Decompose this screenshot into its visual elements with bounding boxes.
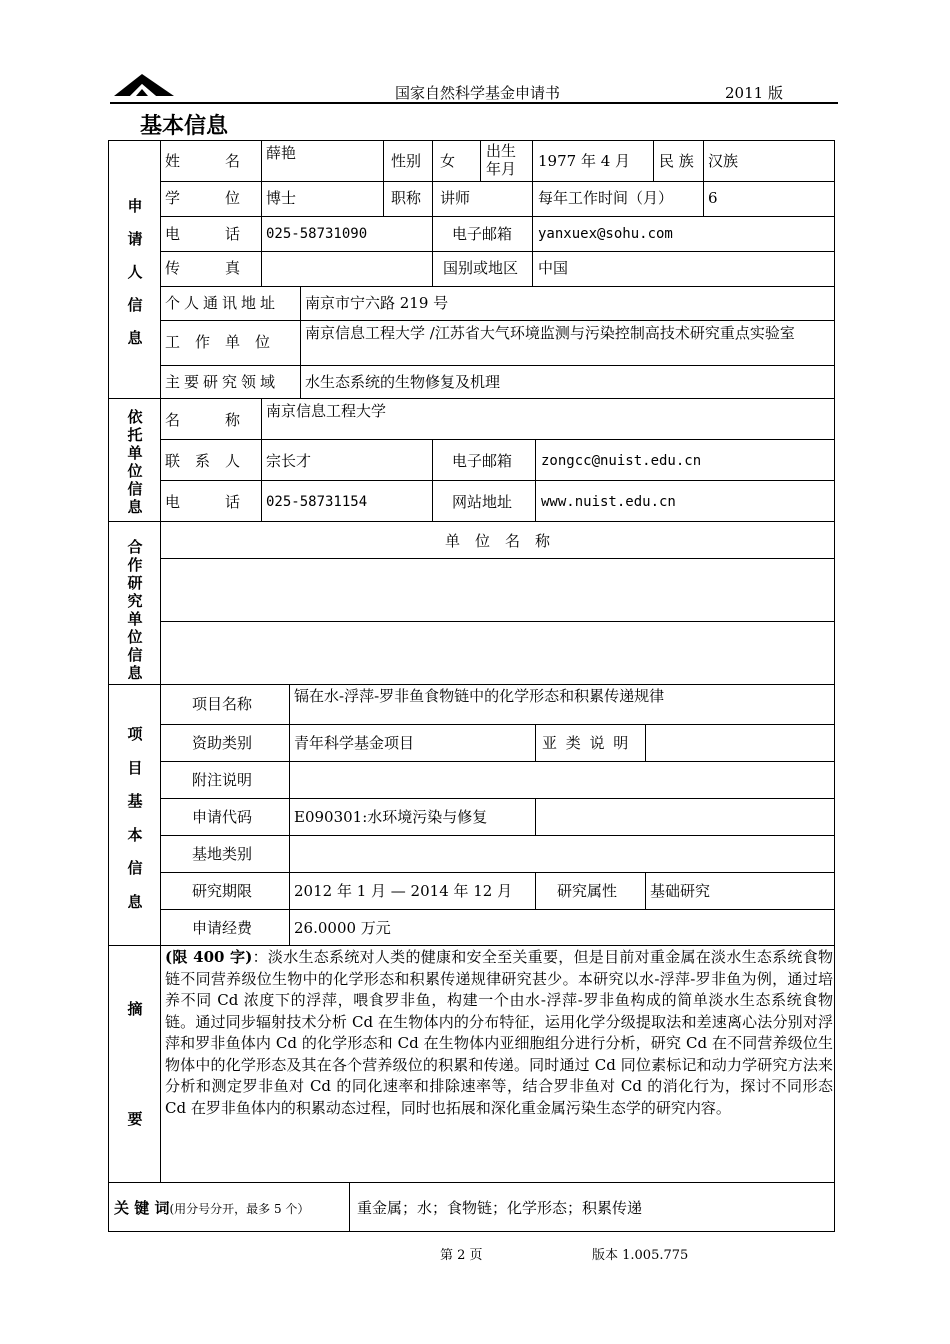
code-label: 申请代码 [192,808,253,826]
project-name-label: 项目名称 [192,695,253,713]
nsfc-logo-icon [112,70,176,98]
partner-group-label: 合作研究单位信息 [127,538,143,682]
keywords: 重金属；水；食物链；化学形态；积累传递 [357,1199,643,1217]
applicant-group-label: 申请人信息 [127,197,143,347]
abstract-limit: (限 400 字) [165,948,253,966]
degree-label: 学 位 [165,189,241,207]
applicant-birth: 1977 年 4 月 [538,152,631,170]
applicant-unit: 南京信息工程大学 /江苏省大气环境监测与污染控制高技术研究重点实验室 [305,324,795,342]
host-email-label: 电子邮箱 [452,452,513,470]
work-months-label: 每年工作时间（月） [538,189,674,207]
header-rule [110,102,838,104]
code: E090301:水环境污染与修复 [294,808,488,826]
project-group-label: 项目基本信息 [127,725,143,911]
attribute-label: 研究属性 [557,882,618,900]
name-label: 姓 名 [165,152,241,170]
keywords-label: 关 键 词(用分号分开，最多 5 个） [114,1199,310,1217]
edition: 2011 版 [725,84,783,102]
host-name: 南京信息工程大学 [266,402,387,420]
unit-label: 工 作 单 位 [165,333,271,351]
host-phone-label: 电 话 [165,493,241,511]
partner-header: 单 位 名 称 [444,532,550,550]
host-website-label: 网站地址 [452,493,513,511]
applicant-country: 中国 [538,259,569,277]
funding-type-label: 资助类别 [192,734,253,752]
gender-label: 性别 [391,152,422,170]
host-group-label: 依托单位信息 [127,408,143,516]
applicant-name: 薛艳 [266,144,297,162]
project-name: 镉在水-浮萍-罗非鱼食物链中的化学形态和积累传递规律 [294,687,665,705]
abstract-label-top: 摘 [127,1000,143,1018]
title-label: 职称 [391,189,422,207]
email-label: 电子邮箱 [452,225,513,243]
fax-label: 传 真 [165,259,241,277]
abstract-text [165,947,833,1119]
funding-type: 青年科学基金项目 [294,734,415,752]
host-email: zongcc@nuist.edu.cn [541,453,702,469]
version: 版本 1.005.775 [592,1248,689,1263]
abstract-body: ：淡水生态系统对人类的健康和安全至关重要，但是目前对重金属在淡水生态系统食物链不同营养级位生物中的化学形态和积累传递规律研究甚少。本研究以水-浮萍-罗非鱼为例，通过培养不同 Cd 浓度下的浮萍，喂食罗非鱼，构建一个由水-浮萍-罗非鱼构成的简单淡水生态系统食物链。通过同步辐射技术分析 Cd 在生物体内的分布特征，运用化学分级提取法和差速离心法分别对浮萍和罗非鱼体内 Cd 的化学形态和 Cd 在生物体内亚细胞组分进行分析，研究 Cd 在不同营养级位生物体中的化学形态及其在各个营养级位的积累和传递。同时通过 Cd 同位素标记和动力学研究方法来分析和测定罗非鱼对 Cd 的同化速率和排除速率等，结合罗非鱼对 Cd 的消化行为，探讨不同形态 Cd 在罗非鱼体内的积累动态过程，同时也拓展和深化重金属污染生态学的研究内容。 [165,948,833,1117]
budget: 26.0000 万元 [294,919,391,937]
period-label: 研究期限 [192,882,253,900]
doc-title: 国家自然科学基金申请书 [395,84,561,102]
applicant-gender: 女 [440,152,456,170]
host-name-label: 名 称 [165,411,241,429]
country-label: 国别或地区 [443,259,519,277]
phone-label: 电 话 [165,225,241,243]
applicant-degree: 博士 [266,189,297,207]
abstract-label-bottom: 要 [127,1110,143,1128]
period: 2012 年 1 月 — 2014 年 12 月 [294,882,513,900]
applicant-ethnicity: 汉族 [708,152,739,170]
applicant-field: 水生态系统的生物修复及机理 [305,373,501,391]
field-label: 主要研究领域 [165,373,280,391]
base-label: 基地类别 [192,845,253,863]
applicant-address: 南京市宁六路 219 号 [305,294,449,312]
applicant-phone: 025-58731090 [266,226,368,242]
budget-label: 申请经费 [192,919,253,937]
note-label: 附注说明 [192,771,253,789]
applicant-title: 讲师 [440,189,471,207]
birth-label: 出生年月 [486,142,517,178]
host-contact: 宗长才 [266,452,312,470]
attribute: 基础研究 [650,882,711,900]
applicant-email: yanxuex@sohu.com [538,226,673,242]
ethnicity-label: 民 族 [659,152,694,170]
host-contact-label: 联 系 人 [165,452,241,470]
page-number: 第 2 页 [440,1248,483,1263]
host-website: www.nuist.edu.cn [541,494,676,510]
subtype-label: 亚 类 说 明 [542,734,631,752]
section-title: 基本信息 [140,114,229,139]
keywords-hint: (用分号分开，最多 5 个） [169,1202,310,1216]
host-phone: 025-58731154 [266,494,368,510]
applicant-work-months: 6 [708,189,718,207]
address-label: 个人通讯地址 [165,294,280,312]
